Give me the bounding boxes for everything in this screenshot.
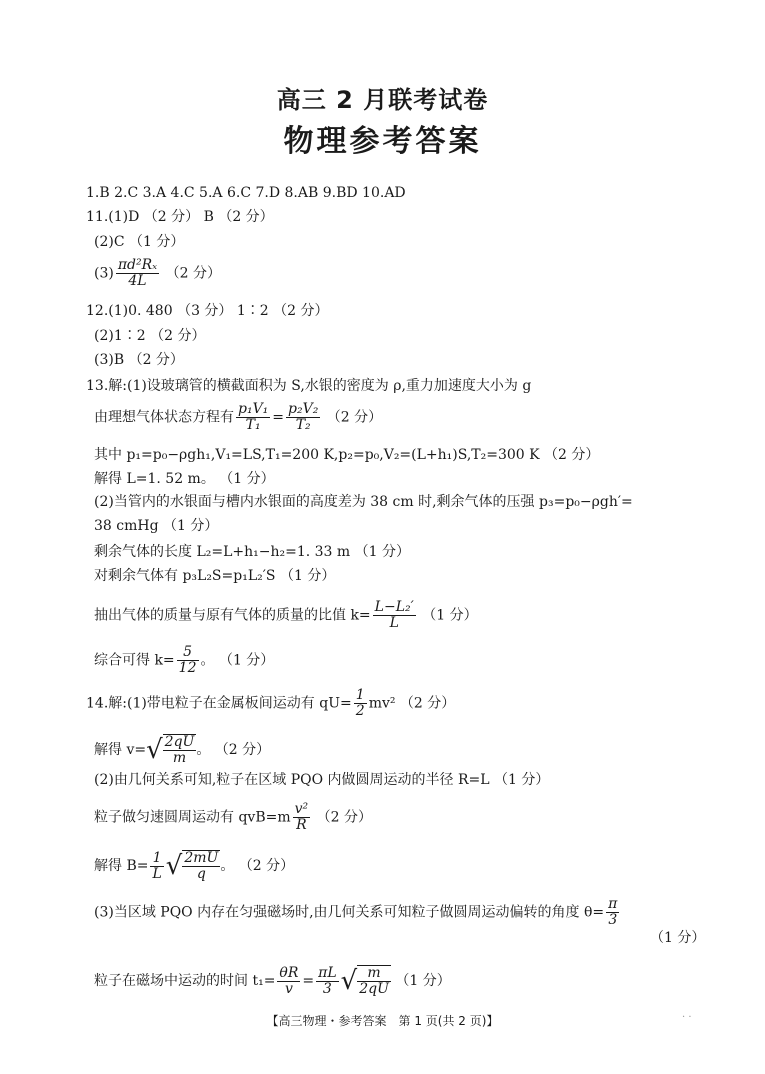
q13-line2-score: （2 分） <box>326 409 383 426</box>
q13-line9-score: （1 分） <box>422 607 478 624</box>
q14-line5 <box>94 850 294 882</box>
q14-field-root-den: q <box>196 866 206 882</box>
q13-fraction-1 <box>236 402 270 433</box>
choice-answers: 1.B 2.C 3.A 4.C 5.A 6.C 7.D 8.AB 9.BD 10.AD <box>86 185 406 201</box>
q14-time-fraction-2 <box>316 966 339 997</box>
q11-fraction-den: 4L <box>128 273 147 289</box>
q14-line1-prefix: 14.解:(1)带电粒子在金属板间运动有 qU= <box>86 695 352 712</box>
q13-line1: 13.解:(1)设玻璃管的横截面积为 S,水银的密度为 ρ,重力加速度大小为 g <box>86 378 532 394</box>
q14-field-sqrt: √ $\frac{2mU}{q}$ <box>165 850 219 882</box>
q14-field-fraction <box>150 851 163 882</box>
q14-half-den: 2 <box>355 703 365 719</box>
q13-line10-prefix: 综合可得 k= <box>94 652 175 669</box>
q14-line1 <box>86 688 455 719</box>
q13-line2-prefix: 由理想气体状态方程有 <box>94 409 234 426</box>
q13-line10-score: 。 （1 分） <box>200 652 275 669</box>
q13-fraction-1-num: p₁V₁ <box>238 401 269 417</box>
q13-ratio-den: L <box>389 615 399 631</box>
q11-fraction-num: πd²Rₓ <box>117 257 158 273</box>
q14-line2 <box>94 734 270 766</box>
q13-result-fraction <box>177 645 199 676</box>
q13-fraction-1-den: T₁ <box>245 417 261 433</box>
q14-line8 <box>94 965 451 997</box>
q11-line3-prefix: (3) <box>94 265 114 282</box>
q14-line8-score: （1 分） <box>395 973 451 989</box>
q14-angle-den: 3 <box>608 912 618 928</box>
footer-dots: · · <box>682 1012 692 1023</box>
q13-result-num: 5 <box>177 645 199 661</box>
q13-ratio-fraction <box>373 600 416 631</box>
q14-field-root-num: 2mU <box>184 850 219 866</box>
q13-line3: 其中 p₁=p₀−ρgh₁,V₁=LS,T₁=200 K,p₂=p₀,V₂=(L+h₁)S,T₂=300 K （2 分） <box>94 447 600 463</box>
q13-line9 <box>94 600 478 631</box>
q14-half-fraction <box>354 688 367 719</box>
q14-time-root-den: 2qU <box>359 981 389 997</box>
q14-line1-suffix: mv² （2 分） <box>368 695 456 712</box>
q14-velocity-num: 2qU <box>164 734 195 750</box>
q14-time-num-1: θR <box>279 964 299 981</box>
q13-line10 <box>94 645 274 676</box>
q14-time-sqrt: √ $\frac{m}{2qU}$ <box>340 965 389 997</box>
q11-line3 <box>94 258 221 289</box>
q14-velocity-den: m <box>172 750 187 766</box>
q14-line6 <box>94 897 621 928</box>
q11-line1: 11.(1)D （2 分） B （2 分） <box>86 209 274 225</box>
q14-time-den-1: v <box>284 980 293 997</box>
q14-angle-num: π <box>608 896 618 912</box>
q13-equals: = <box>272 409 285 426</box>
q14-line4-score: （2 分） <box>316 809 372 826</box>
q14-time-root-num: m <box>357 966 391 982</box>
q14-line5-prefix: 解得 B= <box>94 858 149 874</box>
q14-line7-score: （1 分） <box>650 930 706 946</box>
q13-line7: 剩余气体的长度 L₂=L+h₁−h₂=1. 33 m （1 分） <box>94 544 410 560</box>
q13-line9-prefix: 抽出气体的质量与原有气体的质量的比值 k= <box>94 607 371 624</box>
q14-centripetal-den: R <box>296 817 307 833</box>
q14-line6-prefix: (3)当区域 PQO 内存在匀强磁场时,由几何关系可知粒子做圆周运动偏转的角度 θ= <box>94 904 605 921</box>
q13-line6: 38 cmHg （1 分） <box>94 518 219 534</box>
q14-centripetal-num: v² <box>294 801 309 817</box>
page-subtitle: 物理参考答案 <box>283 124 482 159</box>
q14-line3: (2)由几何关系可知,粒子在区域 PQO 内做圆周运动的半径 R=L （1 分） <box>94 772 550 788</box>
q12-line3: (3)B （2 分） <box>94 352 184 368</box>
q11-fraction <box>116 258 159 289</box>
q14-line2-score: 。 （2 分） <box>196 742 271 758</box>
q14-line8-prefix: 粒子在磁场中运动的时间 t₁= <box>94 973 276 989</box>
q14-half-num: 1 <box>355 687 365 703</box>
q14-time-equals: = <box>302 973 315 989</box>
q14-line4 <box>94 802 372 833</box>
q13-line8: 对剩余气体有 p₃L₂S=p₁L₂′S （1 分） <box>94 568 336 584</box>
q14-centripetal-fraction <box>293 802 311 833</box>
q14-angle-fraction <box>606 897 619 928</box>
q14-field-num: 1 <box>150 851 163 867</box>
q11-line2: (2)C （1 分） <box>94 234 185 250</box>
q14-line4-prefix: 粒子做匀速圆周运动有 qvB=m <box>94 809 291 826</box>
q14-velocity-sqrt: √ $\frac{2qU}{m}$ <box>146 734 195 766</box>
page-footer: 【高三物理・参考答案 第 1 页(共 2 页)】 <box>266 1014 499 1028</box>
page-title: 高三 2 月联考试卷 <box>276 86 489 114</box>
q14-line2-prefix: 解得 v= <box>94 742 147 758</box>
q14-time-num-2: πL <box>318 964 337 981</box>
q12-line1: 12.(1)0. 480 （3 分） 1∶2 （2 分） <box>86 303 329 319</box>
q14-time-den-2: 3 <box>322 980 332 997</box>
q14-time-fraction-1 <box>277 966 300 997</box>
q11-line3-score: （2 分） <box>165 265 221 282</box>
q13-result-den: 12 <box>178 660 197 676</box>
q13-line4: 解得 L=1. 52 m。 （1 分） <box>94 471 275 487</box>
q13-fraction-2-den: T₂ <box>295 417 311 433</box>
q12-line2: (2)1∶2 （2 分） <box>94 328 206 344</box>
q14-line5-score: 。 （2 分） <box>220 858 295 874</box>
q13-fraction-2 <box>286 402 320 433</box>
q13-fraction-2-num: p₂V₂ <box>288 401 319 417</box>
q13-line5: (2)当管内的水银面与槽内水银面的高度差为 38 cm 时,剩余气体的压强 p₃=p₀−ρgh′= <box>94 494 633 510</box>
q14-field-den: L <box>152 865 162 882</box>
q13-ratio-num: L−L₂′ <box>374 599 414 615</box>
q13-line2 <box>94 402 382 433</box>
